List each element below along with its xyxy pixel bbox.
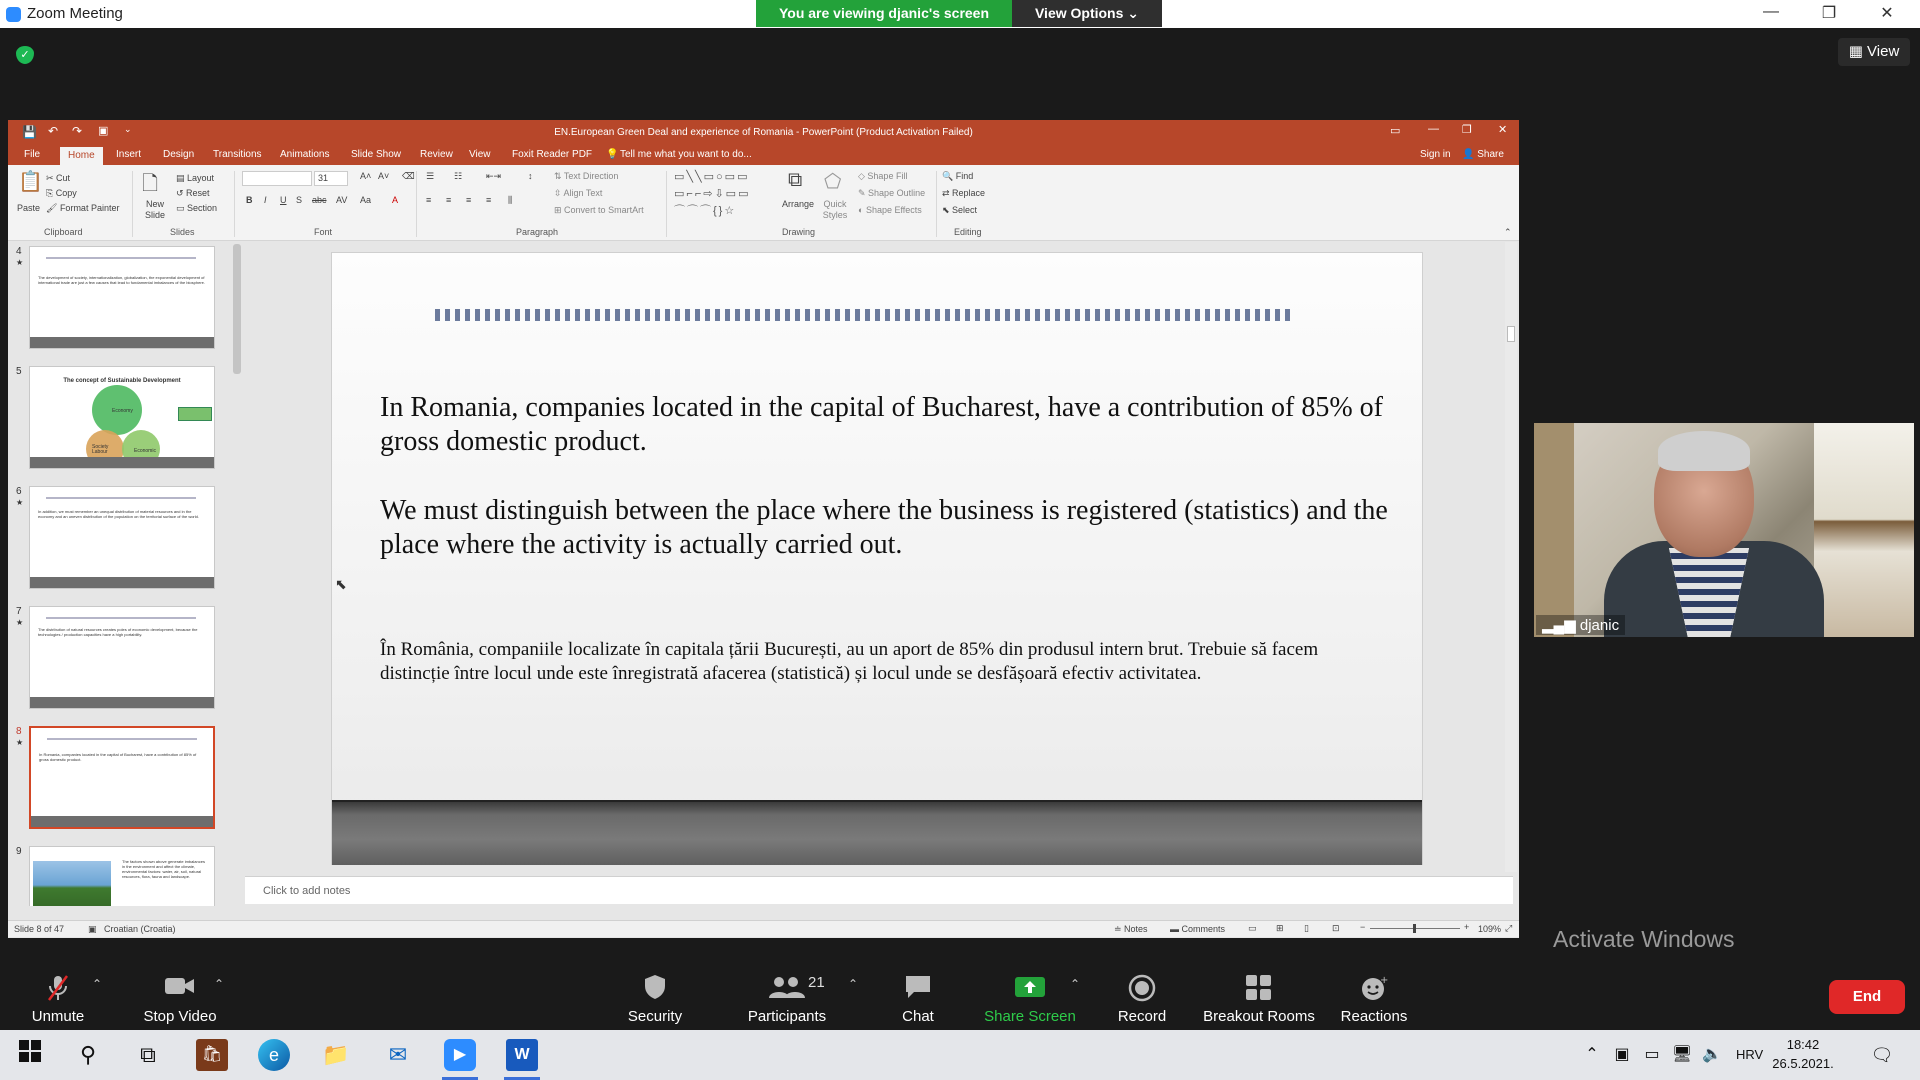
reset-button[interactable] [176,188,210,199]
customize-qat-icon[interactable]: ⌄ [124,124,132,134]
security-label: Security [627,1008,683,1025]
indent-icon[interactable]: ⇤⇥ [486,171,502,181]
reset-icon: ↺ [176,188,187,198]
thumb-floor [30,697,214,708]
zoom-out-icon[interactable]: − [1360,922,1366,932]
spellcheck-icon[interactable]: ▣ [88,924,97,934]
thumb-caption: In addition, we must remember an unequal distribution of material resources and in the economy and an uneven distribution of the population on the territorial surface of the world. [38,509,199,519]
store-icon[interactable]: 🛍 [196,1039,228,1071]
slide-thumbnail-5[interactable] [29,366,215,469]
thumb-caption: The development of society, internationalization, globalization, the exponential development of international trade are just a few causes that lead to fundamental imbalances of the biosphere. [38,275,205,285]
ribbon [8,165,1519,241]
ppt-minimize-icon[interactable]: — [1428,123,1439,135]
chevron-down-icon: ⌄ [1127,5,1140,21]
new-slide-label[interactable]: New Slide [144,199,165,220]
new-slide-icon[interactable]: 🗋 [142,173,159,195]
notes-icon: ≐ [1114,924,1125,934]
ppt-title-bar [8,120,1519,145]
search-icon[interactable]: ⚲ [79,1042,97,1067]
thumb-deco-line [46,497,196,499]
view-button-label: View [1867,43,1900,60]
group-slides-label: Slides [170,227,195,237]
signal-bars-icon: ▂▄▆ [1542,617,1580,634]
increase-font-icon[interactable]: A˄ [360,171,372,181]
group-clipboard-label: Clipboard [44,227,83,237]
ribbon-separator [416,171,417,237]
effects-icon: ◐ [858,205,866,215]
thumb-floor [31,816,213,827]
slide-decorative-stripe [435,309,1292,321]
thumb-number: 4 [16,246,22,257]
thumb-deco-line [46,617,196,619]
video-options-caret-icon[interactable]: ⌃ [214,977,225,991]
smartart-icon: ⊞ [554,205,565,215]
stop-video-label: Stop Video [143,1008,217,1025]
thumb-caption: In Romania, companies located in the capital of Bucharest, have a contribution of 85% of gross domestic product. [39,752,197,762]
mail-icon[interactable]: ✉ [388,1042,408,1067]
share-caret-icon[interactable]: ⌃ [1070,977,1081,991]
participants-caret-icon[interactable]: ⌃ [848,977,859,991]
slide-paragraph-2[interactable]: We must distinguish between the place where the business is registered (statistics) and the place where the activity is actually carried out. [380,495,1388,560]
find-button[interactable] [942,171,973,182]
arrange-icon[interactable]: ⧉ [788,169,803,191]
clock-time: 18:42 [1786,1037,1820,1052]
tab-view[interactable]: View [469,149,491,160]
thumb-number: 5 [16,366,22,377]
share-screen-label: Share Screen [984,1008,1076,1025]
replace-icon: ⇄ [942,188,953,198]
ppt-close-icon[interactable]: ✕ [1498,124,1508,136]
network-icon[interactable]: 🖥 [1671,1046,1693,1063]
sign-in-link[interactable]: Sign in [1420,149,1451,160]
tab-slide-show[interactable]: Slide Show [351,149,402,160]
select-button[interactable] [942,205,977,216]
thumb-arrow-shape [178,407,212,421]
video-shelf-left [1534,423,1574,637]
replace-label: Replace [952,188,986,198]
quick-styles-icon[interactable]: ⬠ [824,171,842,193]
shapes-gallery[interactable]: ▭╲╲▭○▭▭ ▭⌐⌐⇨⇩▭▭ ⌒⌒⌒{}☆ [674,171,751,217]
close-icon[interactable]: ✕ [1880,5,1894,22]
person-icon: 👤 [1462,149,1478,160]
copy-button[interactable] [46,188,77,199]
reset-label: Reset [186,188,210,198]
volume-icon[interactable]: 🔈 [1702,1046,1722,1063]
restore-icon[interactable]: ❐ [1821,5,1837,22]
format-painter-label: Format Painter [59,203,120,213]
edge-browser-icon[interactable]: e [258,1039,290,1071]
thumb-number: 7 [16,606,22,617]
reactions-label: Reactions [1340,1008,1408,1025]
char-spacing-icon[interactable]: AV [336,195,348,205]
section-button[interactable] [176,203,217,214]
window-title: Zoom Meeting [27,5,123,22]
venn-label: Economic [134,448,156,454]
windows-taskbar [0,1030,1920,1080]
slide-scroll-thumb[interactable] [1507,326,1515,342]
input-language[interactable]: HRV [1736,1047,1764,1062]
notes-toggle[interactable] [1114,924,1148,935]
font-size-box[interactable]: 31 [314,171,348,186]
notes-placeholder: Click to add notes [263,885,351,897]
battery-icon[interactable]: ▭ [1644,1046,1660,1063]
mouse-cursor-icon: ⬉ [335,576,347,592]
layout-button[interactable] [176,173,214,184]
ribbon-separator [666,171,667,237]
thumb-deco-line [47,738,197,740]
collapse-ribbon-icon[interactable]: ⌃ [1504,227,1512,237]
justify-icon[interactable]: ≡ [486,195,492,205]
star-icon: ★ [16,618,24,627]
file-explorer-icon[interactable]: 📁 [322,1042,350,1067]
view-button[interactable] [1838,38,1910,66]
tell-me-search[interactable]: Tell me what you want to do... [620,149,752,160]
save-icon[interactable]: 💾 [22,125,37,139]
cut-label: Cut [56,173,71,183]
slide-canvas[interactable] [331,252,1423,865]
decrease-font-icon[interactable]: A˅ [378,171,390,181]
section-icon: ▭ [176,203,188,213]
zoom-meeting-toolbar [0,952,1920,1030]
minimize-icon[interactable]: — [1763,3,1779,20]
bullets-icon[interactable]: ☰ [426,171,435,181]
bold-icon[interactable]: B [246,195,253,205]
zoom-logo-icon [6,7,21,22]
comments-toggle[interactable] [1170,924,1225,934]
unmute-label: Unmute [31,1008,85,1025]
thumb-floor [30,337,214,348]
smiley-icon [1332,974,1416,1002]
slide-thumbnail-6[interactable] [29,486,215,589]
paste-label[interactable]: Paste [17,203,41,213]
normal-view-icon[interactable]: ▭ [1248,923,1257,933]
copy-icon: ⎘ [46,188,56,198]
share-button[interactable] [1462,149,1504,160]
stop-video-button[interactable] [130,952,230,1030]
word-app-icon[interactable]: W [506,1039,538,1071]
lightbulb-icon: 💡 [606,149,619,160]
paste-icon[interactable]: 📋 [18,171,43,193]
thumb-number: 9 [16,846,22,857]
tab-transitions[interactable]: Transitions [213,149,262,160]
slide-sorter-icon[interactable]: ⊞ [1276,923,1284,933]
tab-home[interactable]: Home [60,147,103,165]
notes-pane[interactable] [245,876,1513,904]
arrange-label[interactable]: Arrange [782,199,815,209]
windows-start-icon[interactable] [14,1039,46,1071]
share-label: Share [1477,149,1504,160]
section-label: Section [187,203,218,213]
group-paragraph-label: Paragraph [516,227,559,237]
align-text-label: Align Text [563,188,603,198]
line-spacing-icon[interactable]: ↕ [528,171,533,181]
align-left-icon[interactable]: ≡ [426,195,432,205]
notes-label: Notes [1124,924,1148,934]
chat-bubble-icon [878,974,958,1002]
view-options-label: View Options [1034,5,1124,21]
slide-thumbnail-8-selected[interactable] [29,726,215,829]
status-bar [8,920,1519,937]
shape-fill-label: Shape Fill [867,171,908,181]
participant-video[interactable] [1534,423,1914,637]
video-bookshelf [1814,423,1914,637]
thumb-deco-line [46,257,196,259]
security-shield-icon [615,974,695,1002]
cursor-icon: ⬉ [942,205,953,215]
tab-animations[interactable]: Animations [280,149,330,160]
text-direction-label: Text Direction [563,171,619,181]
record-icon [1102,974,1182,1002]
ppt-restore-icon[interactable]: ❐ [1462,124,1472,136]
tab-insert[interactable]: Insert [116,149,142,160]
align-right-icon[interactable]: ≡ [466,195,472,205]
record-label: Record [1117,1008,1167,1025]
font-name-box[interactable] [242,171,312,186]
grid-icon: ▦ [1848,43,1868,60]
thumb-number: 8 [16,726,22,737]
svg-text:+: + [1380,975,1388,986]
view-options-button[interactable] [1012,0,1162,27]
venn-label: Society Labour [92,444,109,455]
slide-floor-image [332,800,1422,865]
notifications-icon[interactable]: 🗨 [1870,1045,1894,1065]
cut-button[interactable] [46,173,70,184]
thumb-landscape-image [33,861,111,906]
chat-label: Chat [902,1008,934,1025]
font-color-icon[interactable]: A [392,195,399,205]
redo-icon[interactable]: ↷ [72,124,83,138]
slide-paragraph-3-romanian[interactable]: În România, companiile localizate în capitala țării București, au un aport de 85% din produsul intern brut. Trebuie să facem distincție între locul unde este înregistrată afacerea (statistică) și locul unde se desfășoară efectiv activitatea. [380,639,1319,684]
undo-icon[interactable]: ↶ [48,124,59,138]
align-center-icon[interactable]: ≡ [446,195,452,205]
slide-thumbnail-pane [8,242,238,906]
shape-fill-button[interactable] [858,171,907,182]
text-direction-icon: ⇅ [554,171,564,181]
taskbar-clock[interactable] [1758,1035,1848,1073]
ribbon-separator [132,171,133,237]
ribbon-tabs [8,145,1519,165]
breakout-rooms-icon [1196,974,1322,1002]
clear-formatting-icon[interactable]: ⌫ [402,171,415,181]
comment-icon: ▬ [1170,924,1182,934]
slide-thumbnail-4[interactable] [29,246,215,349]
breakout-rooms-button[interactable] [1196,952,1322,1030]
paint-bucket-icon: ◇ [858,171,868,181]
slide-thumbnail-9[interactable] [29,846,215,906]
record-button[interactable] [1102,952,1182,1030]
audio-options-caret-icon[interactable]: ⌃ [92,977,103,991]
thumb-floor [30,457,214,468]
underline-icon[interactable]: U [280,195,287,205]
convert-smartart-button[interactable] [554,205,644,216]
show-hidden-icons-icon[interactable]: ⌃ [1585,1046,1599,1063]
participants-button[interactable] [732,952,842,1030]
thumb-caption: The distribution of natural resources creates poles of economic development, because the technologies / production capacities have a high portability. [38,627,198,637]
align-text-icon: ⇳ [554,188,564,198]
scissors-icon: ✂ [46,173,57,183]
end-meeting-button[interactable]: End [1829,980,1905,1014]
slide-paragraph-1[interactable]: In Romania, companies located in the capital of Bucharest, have a contribution of 85% of gross domestic product. [380,392,1384,457]
tab-file[interactable]: File [24,149,41,160]
change-case-icon[interactable]: Aa [360,195,372,205]
fit-to-window-icon[interactable]: ⤢ [1505,923,1513,933]
replace-button[interactable] [942,188,985,199]
tab-review[interactable]: Review [420,149,453,160]
group-font-label: Font [314,227,333,237]
participant-name: djanic [1579,617,1620,634]
tab-foxit-reader-pdf[interactable]: Foxit Reader PDF [512,149,593,160]
ribbon-separator [936,171,937,237]
shadow-icon[interactable]: S [296,195,303,205]
participants-label: Participants [747,1008,827,1025]
italic-icon[interactable]: I [264,195,267,205]
columns-icon[interactable]: ⫼ [508,195,513,205]
zoom-app-icon[interactable]: ▶ [444,1039,476,1071]
strikethrough-icon[interactable]: abc [312,195,327,205]
star-icon: ★ [16,258,24,267]
comments-label: Comments [1181,924,1226,934]
select-label: Select [952,205,978,215]
search-icon: 🔍 [942,171,956,181]
thumb-caption: The factors shown above generate imbalances in the environment and affect the climate, environmental factors: water, air, soil, natural resources, flora, fauna and landscape. [122,859,205,879]
layout-icon: ▤ [176,173,188,183]
format-painter-button[interactable] [46,203,119,214]
slide-thumbnail-7[interactable] [29,606,215,709]
slideshow-icon[interactable]: ⊡ [1332,923,1340,933]
start-from-beginning-icon[interactable]: ▣ [98,125,109,137]
numbering-icon[interactable]: ☷ [454,171,463,181]
breakout-rooms-label: Breakout Rooms [1203,1008,1315,1025]
align-text-button[interactable] [554,188,602,199]
reading-view-icon[interactable]: ▯ [1304,923,1309,933]
zoom-slider-thumb[interactable] [1413,924,1416,933]
security-button[interactable] [615,952,695,1030]
reactions-button[interactable] [1332,952,1416,1030]
copy-label: Copy [55,188,77,198]
star-icon: ★ [16,498,24,507]
thumb-title: The concept of Sustainable Development [63,378,181,384]
clock-date: 26.5.2021. [1772,1056,1834,1071]
viewing-banner: You are viewing djanic's screen [756,0,1012,27]
ppt-document-title: EN.European Green Deal and experience of Romania - PowerPoint (Product Activation Failed) [554,127,973,138]
thumb-number: 6 [16,486,22,497]
star-icon: ★ [16,738,24,747]
participants-count: 21 [808,974,825,991]
participant-name-tag [1536,615,1625,635]
convert-smartart-label: Convert to SmartArt [564,205,644,215]
unmute-button[interactable] [20,952,96,1030]
text-direction-button[interactable] [554,171,618,182]
shape-outline-label: Shape Outline [868,188,926,198]
task-view-icon[interactable]: ⧉ [140,1042,156,1067]
tab-design[interactable]: Design [163,149,195,160]
participants-icon [732,974,842,1002]
zoom-in-icon[interactable]: + [1464,922,1470,932]
ribbon-display-icon[interactable]: ▭ [1390,125,1401,137]
muted-microphone-icon [20,974,96,1002]
ribbon-separator [234,171,235,237]
layout-label: Layout [187,173,215,183]
language-indicator[interactable]: Croatian (Croatia) [104,924,176,934]
venn-label: Economy [112,408,133,414]
chat-button[interactable] [878,952,958,1030]
shape-effects-button[interactable] [858,205,922,215]
thumb-floor [30,577,214,588]
pen-icon: ✎ [858,188,869,198]
share-screen-icon [980,974,1080,1002]
video-person-hair [1658,431,1750,471]
tray-app-icon[interactable]: ▣ [1614,1046,1630,1063]
quick-styles-label[interactable]: Quick Styles [822,199,848,220]
share-screen-button[interactable] [980,952,1080,1030]
activate-windows-title: Activate Windows [1553,926,1735,952]
shape-outline-button[interactable] [858,188,925,199]
group-drawing-label: Drawing [782,227,816,237]
thumbnail-scrollbar[interactable] [233,244,241,374]
encryption-shield-icon[interactable]: ✓ [16,46,34,64]
zoom-level[interactable]: 109% [1478,924,1502,934]
slide-counter: Slide 8 of 47 [14,924,65,934]
slide-vertical-scrollbar[interactable] [1505,242,1517,872]
shape-effects-label: Shape Effects [865,205,922,215]
brush-icon: 🖌 [46,203,60,213]
group-editing-label: Editing [954,227,982,237]
find-label: Find [955,171,974,181]
